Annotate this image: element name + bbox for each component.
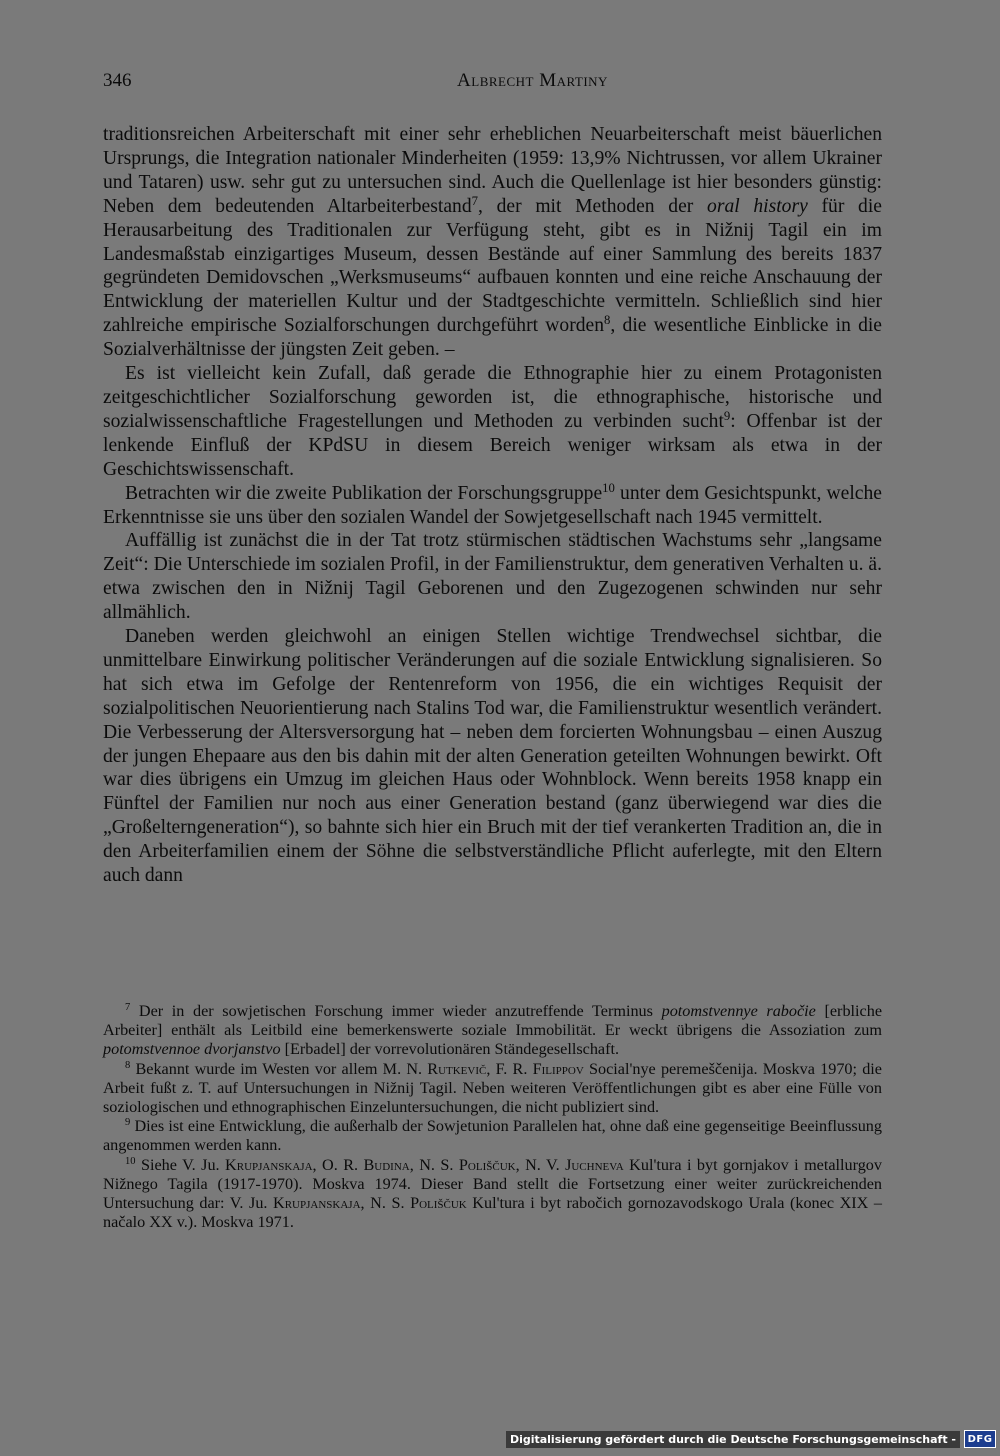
- text-run: [Erbadel] der vorrevolutionären Ständegesellschaft.: [280, 1040, 620, 1059]
- footnote-ref-7[interactable]: 7: [471, 193, 478, 208]
- text-run: Bekannt wurde im Westen vor allem M. N.: [130, 1059, 428, 1078]
- footnote-7: [103, 1002, 882, 1060]
- footnote-number: 9: [125, 1117, 131, 1129]
- text-run: , der mit Methoden der: [478, 195, 708, 217]
- running-head: Albrecht Martiny: [457, 70, 608, 91]
- author-name: Juchneva: [565, 1155, 624, 1174]
- footnote-10: [103, 1156, 882, 1233]
- text-run: , F. R.: [486, 1059, 533, 1078]
- footnote-9: [103, 1117, 882, 1155]
- paragraph-2: [103, 362, 882, 482]
- emphasis: oral history: [707, 195, 808, 217]
- emphasis: potomstvennoe dvorjanstvo: [103, 1040, 281, 1059]
- author-name: Krupjanskaja: [225, 1155, 313, 1174]
- footnote-8: [103, 1060, 882, 1118]
- paragraph-3: [103, 482, 882, 530]
- paragraph-1: [103, 123, 882, 362]
- text-run: für die Herausarbeitung des Traditionalen zur Verfügung steht, gibt es in Nižnij Tagil ein im Landesmaßstab einzigartiges Museum, dessen Bestände auf einer Sammlung des bereits 1837 gegründeten Demidovschen „Werksmuseums“ aufbauen konnten und eine reiche Anschauung der Entwicklung der materiellen Kultur und der Stadtgeschichte vermitteln. Schließlich sind hier zahlreiche empirische Sozialforschungen durchgeführt worden: [103, 195, 882, 337]
- paragraph-5: Daneben werden gleichwohl an einigen Stellen wichtige Trendwechsel sichtbar, die unmittelbare Einwirkung politischer Veränderungen auf die soziale Entwicklung signalisieren. So hat sich etwa im Gefolge der Rentenreform von 1956, die ein wichtiges Requisit der sozialpolitischen Neuorientierung nach Stalins Tod war, die Familienstruktur wesentlich verändert. Die Verbesserung der Altersversorgung hat – neben dem forcierten Wohnungsbau – einen Auszug der jungen Ehepaare aus den bis dahin mit der alten Generation geteilten Wohnungen bewirkt. Oft war dies übrigens ein Umzug im gleichen Haus oder Wohnblock. Wenn bereits 1958 knapp ein Fünftel der Familien nur noch aus einer Generation bestand (ganz überwiegend war dies die „Großelterngeneration“), so bahnte sich hier ein Bruch mit der tief verankerten Tradition an, die in den Arbeiterfamilien einem der Söhne die selbstverständliche Pflicht auferlegte, mit den Eltern auch dann: [103, 626, 882, 887]
- footnote-number: 7: [125, 1002, 131, 1014]
- author-name: Budina: [363, 1155, 410, 1174]
- digitization-footer: [506, 1428, 996, 1450]
- paragraph-4: Auffällig ist zunächst die in der Tat trotz stürmischen städtischen Wachstums sehr „langsame Zeit“: Die Unterschiede im sozialen Profil, in der Familienstruktur, dem generativen Verhalten u. ä. etwa zwischen den in Nižnij Tagil Geborenen und den Zugezogenen schwinden nur sehr allmählich.: [103, 530, 882, 624]
- text-run: , N. V.: [515, 1155, 566, 1174]
- author-name: Poliščuk: [458, 1155, 516, 1174]
- text-run: Kul'tura i byt gornjakov i metallurgov Nižnego Tagila (1917-1970). Moskva 1974. Dieser Band stellt die Fortsetzung einer weiter zurückreichenden Untersuchung dar: V. Ju.: [103, 1155, 882, 1213]
- footnote-number: 10: [125, 1155, 136, 1167]
- text-run: Kul'tura i byt rabočich gornozavodskogo Urala (konec XIX – načalo XX v.). Moskva 1971.: [103, 1194, 883, 1232]
- text-run: unter dem Gesichtspunkt, welche Erkenntnisse sie uns über den sozialen Wandel der Sowjetgesellschaft nach 1945 vermittelt.: [103, 482, 882, 528]
- footnotes: [103, 1002, 882, 1232]
- author-name: Poliščuk: [410, 1194, 467, 1213]
- footnote-ref-10[interactable]: 10: [602, 480, 615, 495]
- text-run: traditionsreichen Arbeiterschaft mit einer sehr erheblichen Neuarbeiterschaft meist bäuerlichen Ursprungs, die Integration nationaler Minderheiten (1959: 13,9% Nichtrussen, vor allem Ukrainer und Tataren) usw. sehr gut zu untersuchen sind. Auch die Quellenlage ist hier besonders günstig: Neben dem bedeutenden Altarbeiterbestand: [103, 124, 882, 217]
- text-run: Betrachten wir die zweite Publikation der Forschungsgruppe: [125, 482, 603, 504]
- funding-credit: Digitalisierung gefördert durch die Deutsche Forschungsgemeinschaft -: [506, 1431, 960, 1448]
- text-run: Dies ist eine Entwicklung, die außerhalb der Sowjetunion Parallelen hat, ohne daß eine gegenseitige Beeinflussung angenommen werden kann.: [103, 1117, 882, 1155]
- text-run: [erbliche Arbeiter] enthält als Leitbild eine bemerkenswerte soziale Immobilität. Er weckt übrigens die Assoziation zum: [103, 1002, 883, 1040]
- text-run: Siehe V. Ju.: [135, 1155, 226, 1174]
- footnote-ref-8[interactable]: 8: [604, 313, 611, 328]
- text-run: , N. S.: [360, 1194, 411, 1213]
- main-text: [103, 123, 882, 888]
- text-run: : Offenbar ist der lenkende Einfluß der KPdSU in diesem Bereich weniger wirksam als etwa in der Geschichtswissenschaft.: [103, 410, 882, 480]
- dfg-logo-icon[interactable]: DFG: [964, 1430, 996, 1448]
- text-run: , N. S.: [409, 1155, 459, 1174]
- page-header: [103, 70, 882, 100]
- emphasis: potomstvennye rabočie: [661, 1002, 816, 1020]
- text-run: Der in der sowjetischen Forschung immer wieder anzutreffende Terminus: [130, 1002, 662, 1020]
- author-name: Rutkevič: [427, 1059, 487, 1078]
- text-run: , die wesentliche Einblicke in die Sozialverhältnisse der jüngsten Zeit geben. –: [103, 315, 883, 361]
- footnote-number: 8: [125, 1059, 131, 1071]
- author-name: Filippov: [532, 1059, 584, 1078]
- text-run: , O. R.: [312, 1155, 364, 1174]
- text-run: Social'nye peremeščenija. Moskva 1970; die Arbeit fußt z. T. auf Untersuchungen in Nižnij Tagil. Neben weiteren Veröffentlichungen gibt es aber eine Fülle von soziologischen und ethnographischen Einzeluntersuchungen, die nicht publiziert sind.: [103, 1059, 882, 1117]
- text-run: Es ist vielleicht kein Zufall, daß gerade die Ethnographie hier zu einem Protagonisten zeitgeschichtlicher Sozialforschung geworden ist, die ethnographische, historische und sozialwissenschaftliche Fragestellungen und Methoden zu verbinden sucht: [103, 363, 882, 432]
- footnote-ref-9[interactable]: 9: [723, 408, 731, 423]
- page-number: 346: [103, 70, 132, 91]
- author-name: Krupjanskaja: [273, 1194, 361, 1213]
